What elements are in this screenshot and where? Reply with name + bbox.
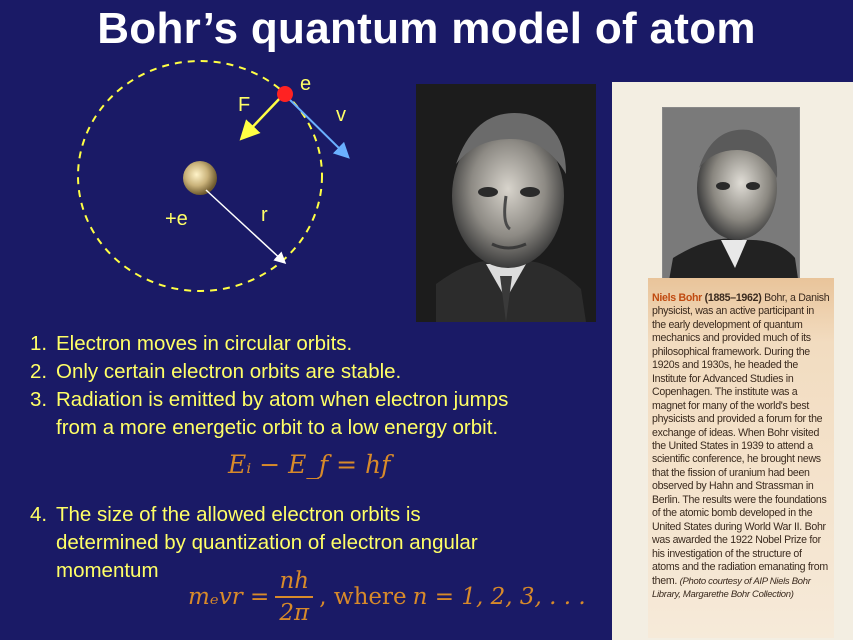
electron	[277, 86, 293, 102]
angular-momentum-equation	[188, 566, 586, 628]
fraction-denominator: 2π	[279, 600, 310, 626]
equation-fraction	[275, 566, 313, 628]
equation-where: , where	[319, 584, 407, 610]
velocity-label: v	[336, 104, 346, 126]
postulate-text: Electron moves in circular orbits.	[56, 332, 353, 355]
caption-body: Bohr, a Danish physicist, was an active participant in the early development of quantum mechanics and provided much of its philosophical framework. During the 1920s and 1930s, he headed the Institute for Advanced Studies in Copenhagen. The institute was a magnet for many of the world's best physicists and provided a forum for the exchange of ideas. When Bohr visited the United States in 1939 to attend a scientific conference, he brought news that the fission of uranium had been observed by Hahn and Strassman in Berlin. The results were the foundations of the atomic bomb developed in the United States during World War II. Bohr was awarded the 1922 Nobel Prize for his investigation of the structure of atoms and the radiation emanating from them.	[652, 292, 830, 587]
postulate-text: The size of the allowed electron orbits is determined by quantization of electron angular momentum	[56, 503, 478, 582]
postulate-2	[30, 358, 550, 386]
caption-text	[652, 292, 830, 601]
electron-label: e	[300, 73, 312, 95]
postulate-3	[30, 386, 550, 442]
fraction-numerator: nh	[279, 568, 310, 594]
postulates-list	[30, 330, 550, 442]
energy-equation: Eᵢ − E_f = hf	[228, 450, 391, 479]
radius-arrow	[206, 190, 284, 262]
postulate-number: 3.	[30, 388, 48, 411]
bohr-biography-caption	[648, 278, 834, 638]
equation-lhs: mₑvr =	[188, 584, 270, 610]
postulate-text: Radiation is emitted by atom when electron jumps from a more energetic orbit to a low energy orbit.	[56, 388, 509, 439]
caption-credit: (Photo courtesy of AIP Niels Bohr Library, Margarethe Bohr Collection)	[652, 575, 811, 600]
textbook-excerpt	[612, 82, 853, 640]
postulate-number: 1.	[30, 332, 48, 355]
postulate-number: 4.	[30, 503, 48, 526]
postulate-1	[30, 330, 550, 358]
postulate-number: 2.	[30, 360, 48, 383]
slide-title: Bohr’s quantum model of atom	[97, 4, 756, 53]
caption-years: (1885–1962)	[704, 292, 762, 304]
caption-name: Niels Bohr	[652, 292, 702, 304]
radius-label: r	[261, 204, 268, 226]
bohr-portrait-photo	[416, 84, 596, 322]
bohr-atom-diagram	[60, 50, 360, 310]
postulate-text: Only certain electron orbits are stable.	[56, 360, 402, 383]
nucleus	[183, 161, 217, 195]
nucleus-label: +e	[165, 208, 188, 230]
equation-rhs: n = 1, 2, 3, . . .	[412, 584, 586, 610]
bohr-book-photo	[662, 107, 800, 287]
force-label: F	[238, 94, 251, 116]
